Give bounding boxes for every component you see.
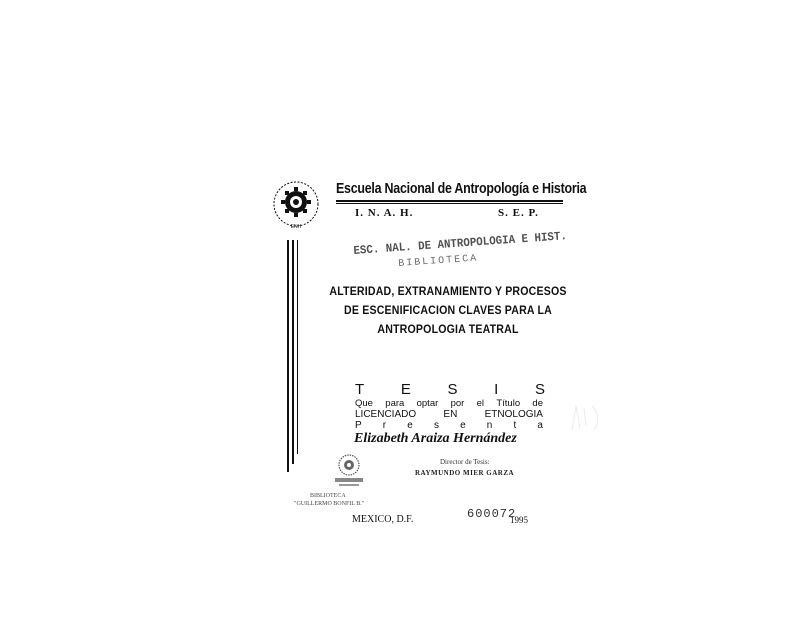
tesis-letter: S [534,381,545,398]
degree-line [355,409,543,420]
vertical-rule [292,240,294,464]
word: EN [443,409,458,420]
inventory-stamp-number: 600072 [467,507,517,521]
inah-label: I. N. A. H. [355,207,414,219]
word: optar [416,398,439,409]
letter: a [537,420,543,431]
tesis-heading [355,381,545,398]
inah-seal-emblem [268,180,326,230]
tesis-letter: I [494,381,499,398]
word: para [385,398,405,409]
title-line: ANTROPOLOGIA TEATRAL [377,324,519,336]
tesis-letter: E [400,381,411,398]
word: de [532,398,543,409]
letter: s [433,420,439,431]
letter: r [382,420,387,431]
word: Que [355,398,373,409]
school-name: Escuela Nacional de Antropología e Historia [336,180,587,197]
vertical-rule [297,240,298,454]
title-line: DE ESCENIFICACION CLAVES PARA LA [344,305,552,317]
letter: e [407,420,413,431]
author-name: Elizabeth Araiza Hernández [354,431,517,446]
library-stamp-line1: ESC. NAL. DE ANTROPOLOGIA E HIST. [353,229,568,258]
library-name-line2: "GUILLERMO BONFIL B." [294,501,365,507]
word: LICENCIADO [355,409,417,420]
tesis-letter: T [355,381,365,398]
vertical-rule [287,240,289,472]
director-name: RAYMUNDO MIER GARZA [415,469,515,477]
letter: P [355,420,362,431]
degree-purpose-line [355,398,543,409]
sep-label: S. E. P. [498,207,539,219]
letter: e [460,420,466,431]
tesis-letter: S [447,381,458,398]
header-rule [336,200,563,202]
year-label: 1995 [510,515,528,525]
director-label: Director de Tesis: [440,458,490,466]
presenta-line [355,420,543,431]
svg-text:ENH: ENH [290,224,302,230]
letter: n [486,420,493,431]
scan-smudge [570,402,610,432]
word: por [450,398,465,409]
title-line: ALTERIDAD, EXTRANAMIENTO Y PROCESOS [329,286,567,298]
library-name-line1: BIBLIOTECA [310,493,346,499]
letter: t [513,420,517,431]
header-rule-thin [336,203,563,204]
library-stamp-line2: BIBLIOTECA [398,253,479,270]
word: Título [496,398,521,409]
library-seal-icon [331,452,367,490]
thesis-title [318,283,578,340]
word: ETNOLOGIA [484,409,543,420]
word: el [476,398,485,409]
place-label: MEXICO, D.F. [352,514,414,525]
